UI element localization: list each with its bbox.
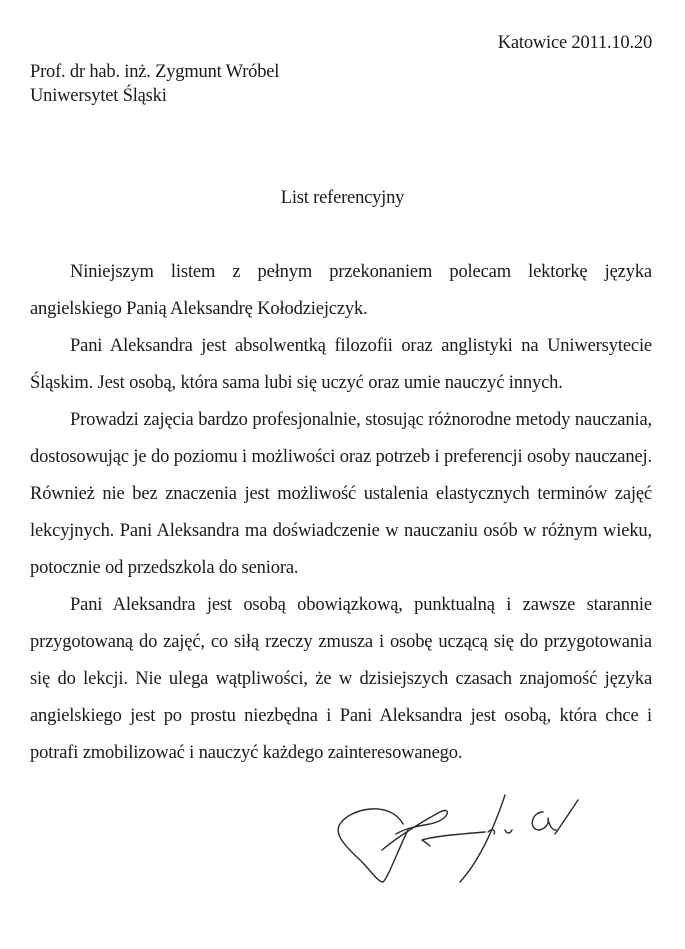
document-title: List referencyjny (280, 188, 405, 208)
letter-body (30, 254, 652, 772)
paragraph: Pani Aleksandra jest absolwentką filozofii oraz anglistyki na Uniwersytecie Śląskim. Jest osobą, która sama lubi się uczyć oraz umie nauczyć innych. (30, 336, 652, 393)
sender-name: Prof. dr hab. inż. Zygmunt Wróbel (30, 62, 280, 82)
paragraph: Prowadzi zajęcia bardzo profesjonalnie, stosując różnorodne metody nauczania, dostosowując je do poziomu i możliwości oraz potrzeb i preferencji osoby nauczanej. Również nie bez znaczenia jest możliwość ustalenia elastycznych terminów zajęć lekcyjnych. Pani Aleksandra ma doświadczenie w nauczaniu osób w różnym wieku, potocznie od przedszkola do seniora. (30, 410, 652, 578)
paragraph: Niniejszym listem z pełnym przekonaniem polecam lektorkę języka angielskiego Panią Aleksandrę Kołodziejczyk. (30, 262, 652, 319)
sender-block (30, 60, 279, 108)
signature-icon (300, 790, 600, 910)
paragraph: Pani Aleksandra jest osobą obowiązkową, punktualną i zawsze starannie przygotowaną do zajęć, co siłą rzeczy zmusza i osobę uczącą się do przygotowania się do lekcji. Nie ulega wątpliwości, że w dzisiejszych czasach znajomość języka angielskiego jest po prostu niezbędna i Pani Aleksandra jest osobą, która chce i potrafi zmobilizować i nauczyć każdego zainteresowanego. (30, 595, 652, 763)
place-and-date: Katowice 2011.10.20 (497, 33, 652, 53)
sender-institution: Uniwersytet Śląski (30, 86, 167, 106)
